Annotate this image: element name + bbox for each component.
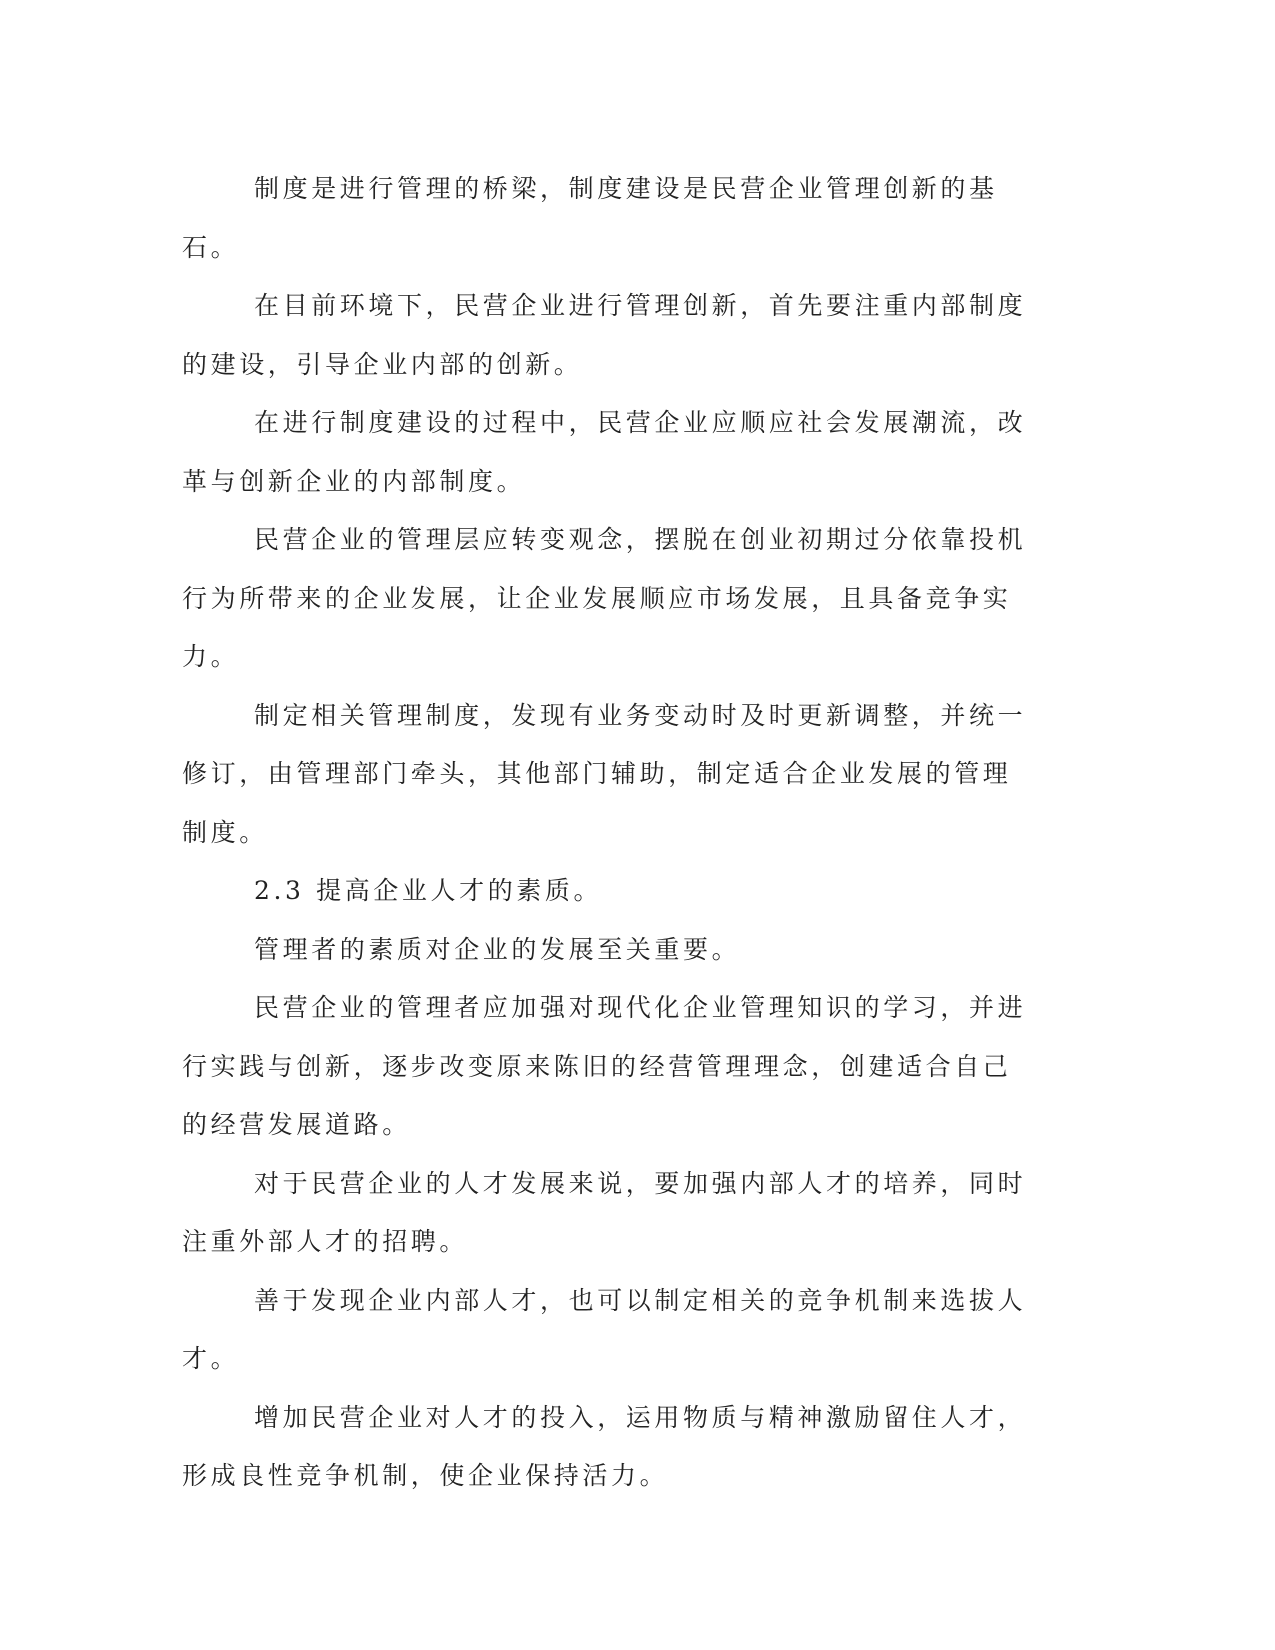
paragraph-internal-system: 在目前环境下，民营企业进行管理创新，首先要注重内部制度的建设，引导企业内部的创新。 (182, 291, 1027, 379)
paragraph-system-reform: 在进行制度建设的过程中，民营企业应顺应社会发展潮流，改革与创新企业的内部制度。 (182, 408, 1027, 496)
paragraph-manager-learning: 民营企业的管理者应加强对现代化企业管理知识的学习，并进行实践与创新，逐步改变原来陈旧的经营管理理念，创建适合自己的经营发展道路。 (182, 993, 1027, 1139)
paragraph-system-bridge: 制度是进行管理的桥梁，制度建设是民营企业管理创新的基石。 (182, 174, 998, 262)
section-heading-2-3: 2.3 提高企业人才的素质。 (254, 876, 603, 905)
paragraph-talent-investment: 增加民营企业对人才的投入，运用物质与精神激励留住人才，形成良性竞争机制，使企业保持活力。 (182, 1402, 1027, 1490)
paragraph-talent-selection: 善于发现企业内部人才，也可以制定相关的竞争机制来选拔人才。 (182, 1285, 1027, 1373)
paragraph-management-mindset: 民营企业的管理层应转变观念，摆脱在创业初期过分依靠投机行为所带来的企业发展，让企业发展顺应市场发展，且具备竞争实力。 (182, 525, 1027, 671)
paragraph-talent-development: 对于民营企业的人才发展来说，要加强内部人才的培养，同时注重外部人才的招聘。 (182, 1168, 1027, 1256)
paragraph-manager-quality: 管理者的素质对企业的发展至关重要。 (254, 934, 741, 964)
paragraph-management-rules: 制定相关管理制度，发现有业务变动时及时更新调整，并统一修订，由管理部门牵头，其他部门辅助，制定适合企业发展的管理制度。 (182, 700, 1027, 847)
body-text (182, 160, 1032, 1506)
